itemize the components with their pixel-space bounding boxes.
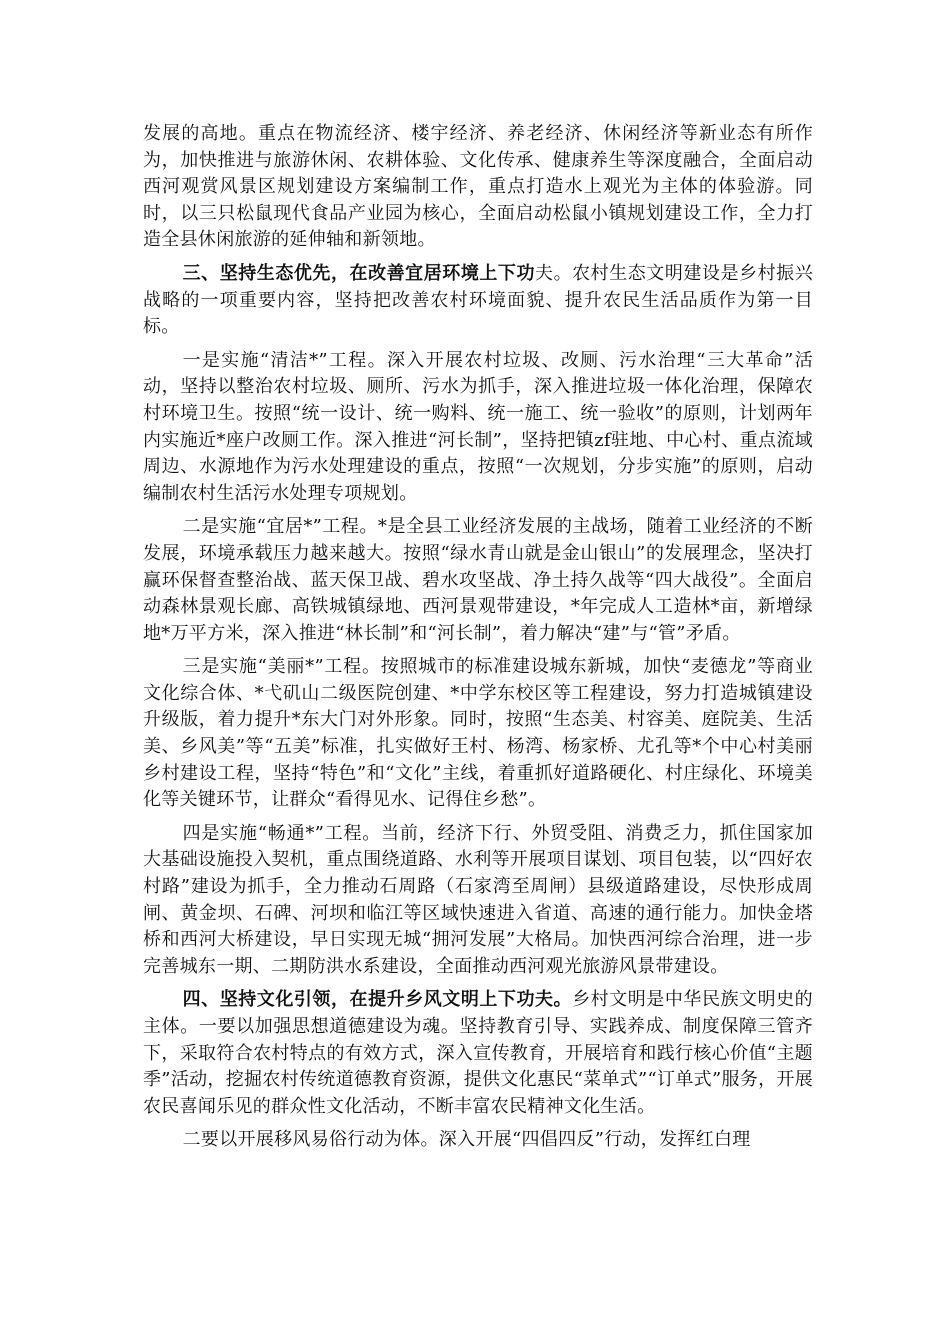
paragraph-section-3 — [143, 261, 813, 341]
paragraph-4-text: 三是实施“美丽*”工程。按照城市的标准建设城东新城，加快“麦德龙”等商业文化综合体、*弋矶山二级医院创建、*中学东校区等工程建设，努力打造城镇建设升级版，着力提升*东大门对外形象。同时，按照“生态美、村容美、庭院美、生活美、乡风美”等“五美”标准，扎实做好王村、杨湾、杨家桥、尤孔等*个中心村美丽乡村建设工程，坚持“特色”和“文化”主线，着重抓好道路硬化、村庄绿化、环境美化等关键环节，让群众“看得见水、记得住乡愁”。 — [143, 656, 813, 811]
paragraph-section-4 — [143, 987, 813, 1120]
paragraph-0-text: 发展的高地。重点在物流经济、楼宇经济、养老经济、休闲经济等新业态有所作为，加快推进与旅游休闲、农耕体验、文化传承、健康养生等深度融合，全面启动西河观赏风景区规划建设方案编制工作，重点打造水上观光为主体的体验游。同时，以三只松鼠现代食品产业园为核心，全面启动松鼠小镇规划建设工作，全力打造全县休闲旅游的延伸轴和新领地。 — [143, 123, 813, 251]
paragraph-3-text: 二是实施“宜居*”工程。*是全县工业经济发展的主战场，随着工业经济的不断发展，环境承载压力越来越大。按照“绿水青山就是金山银山”的发展理念，坚决打赢环保督查整治战、蓝天保卫战、碧水攻坚战、净土持久战等“四大战役”。全面启动森林景观长廊、高铁城镇绿地、西河景观带建设，*年完成人工造林*亩，新增绿地*万平方米，深入推进“林长制”和“河长制”，着力解决“建”与“管”矛盾。 — [143, 516, 813, 644]
paragraph-2 — [143, 348, 813, 508]
section-4-heading: 四、坚持文化引领，在提升乡风文明上下功夫。 — [182, 989, 573, 1011]
paragraph-7 — [143, 1127, 813, 1154]
section-3-heading: 三、坚持生态优先，在改善宜居环境上下功 — [182, 262, 536, 284]
document-body — [143, 121, 813, 1161]
paragraph-6-text: 乡村文明是中华民族文明史的主体。一要以加强思想道德建设为魂。坚持教育引导、实践养成、制度保障三管齐下，采取符合农村特点的有效方式，深入宣传教育，开展培育和践行核心价值“主题季”活动，挖掘农村传统道德教育资源，提供文化惠民“菜单式”“订单式”服务，开展农民喜闻乐见的群众性文化活动，不断丰富农民精神文化生活。 — [143, 989, 813, 1117]
paragraph-0 — [143, 121, 813, 254]
paragraph-3 — [143, 514, 813, 647]
paragraph-4 — [143, 654, 813, 814]
paragraph-5-text: 四是实施“畅通*”工程。当前，经济下行、外贸受阻、消费乏力，抓住国家加大基础设施投入契机，重点围绕道路、水利等开展项目谋划、项目包装，以“四好农村路”建设为抓手，全力推动石周路（石家湾至周闸）县级道路建设，尽快形成周闸、黄金坝、石碑、河坝和临江等区域快速进入省道、高速的通行能力。加快金塔桥和西河大桥建设，早日实现无城“拥河发展”大格局。加快西河综合治理，进一步完善城东一期、二期防洪水系建设，全面推动西河观光旅游风景带建设。 — [143, 822, 813, 977]
paragraph-2-text: 一是实施“清洁*”工程。深入开展农村垃圾、改厕、污水治理“三大革命”活动，坚持以整治农村垃圾、厕所、污水为抓手，深入推进垃圾一体化治理，保障农村环境卫生。按照“统一设计、统一购料、统一施工、统一验收”的原则，计划两年内实施近*座户改厕工作。深入推进“河长制”，坚持把镇zf驻地、中心村、重点流域周边、水源地作为污水处理建设的重点，按照“一次规划，分步实施”的原则，启动编制农村生活污水处理专项规划。 — [143, 349, 813, 504]
paragraph-5 — [143, 821, 813, 981]
paragraph-1-text: 夫。农村生态文明建设是乡村振兴战略的一项重要内容，坚持把改善农村环境面貌、提升农民生活品质作为第一目标。 — [143, 262, 813, 338]
paragraph-7-text: 二要以开展移风易俗行动为体。深入开展“四倡四反”行动，发挥红白理 — [182, 1129, 751, 1151]
